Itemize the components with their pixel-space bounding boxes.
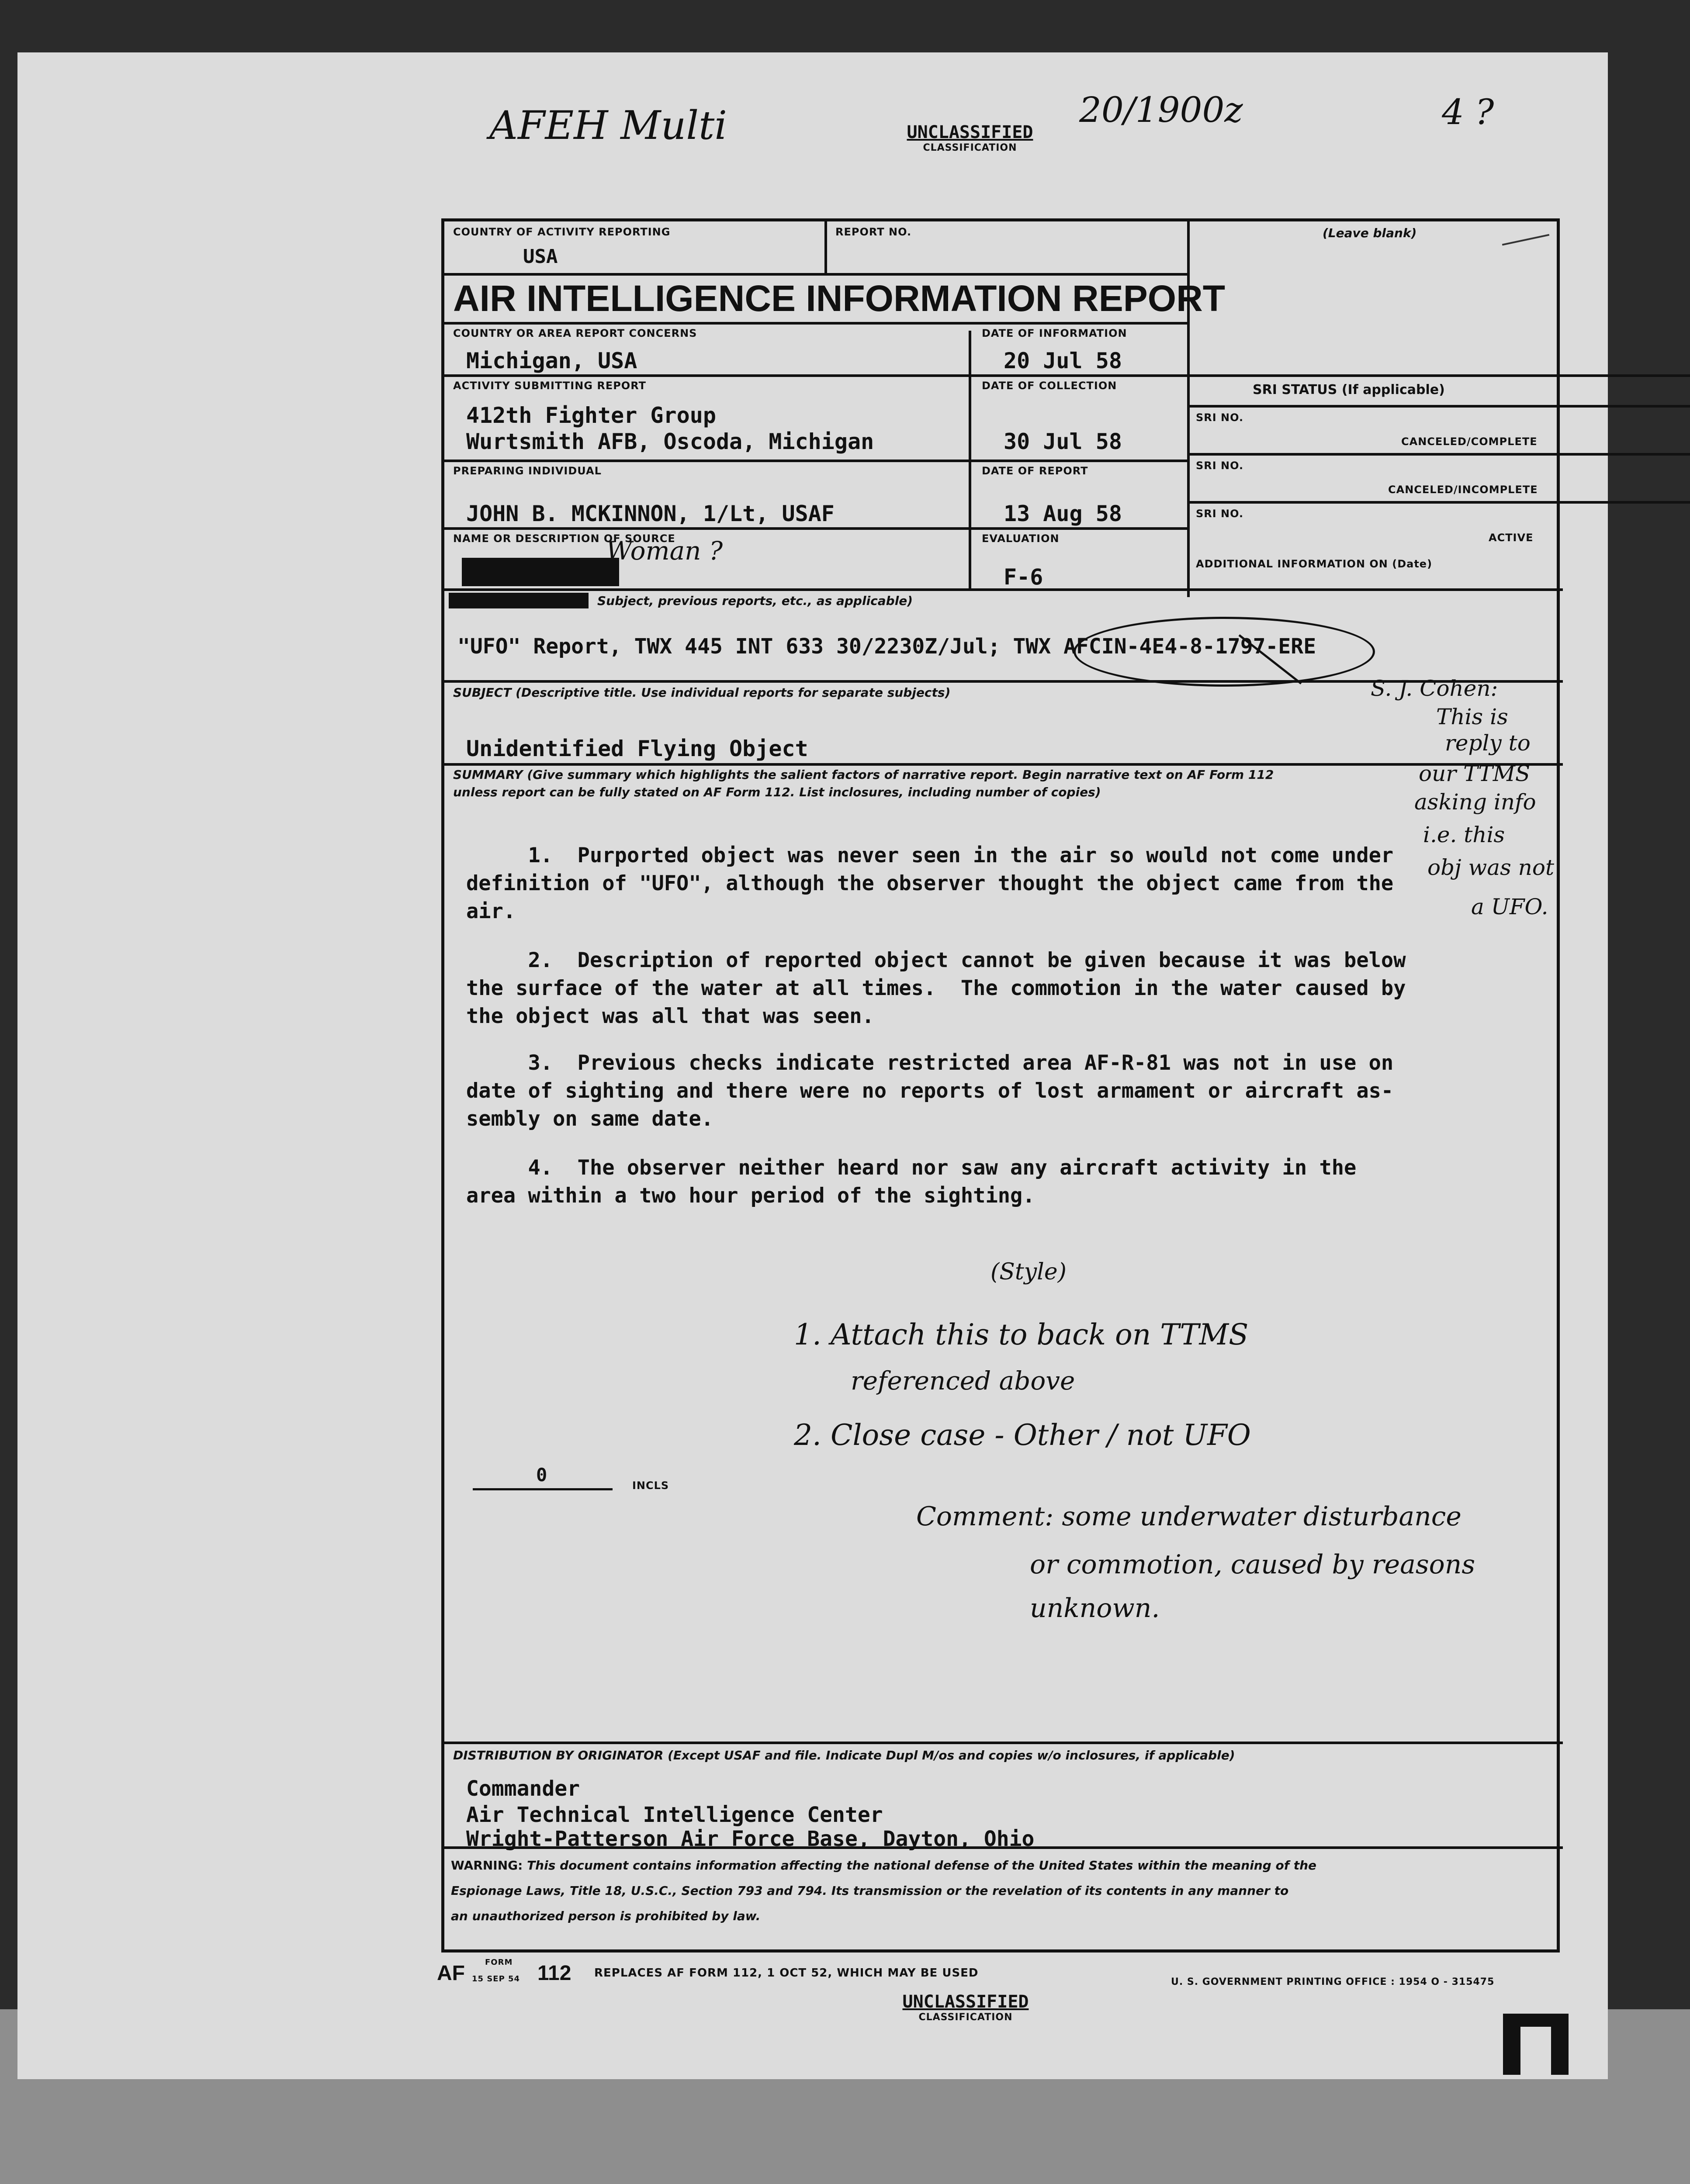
note-side-3: reply to	[1445, 730, 1531, 756]
paragraph-3: 3. Previous checks indicate restricted area AF-R-81 was not in use on date of sighting and there were no reports of lost armament or aircraft as- sembly on same date.	[466, 1051, 1394, 1131]
warning-text-3: an unauthorized person is prohibited by law.	[451, 1909, 761, 1923]
note-1b: referenced above	[851, 1366, 1075, 1396]
paragraph-4: 4. The observer neither heard nor saw any aircraft activity in the area within a two hour period of the sighting.	[466, 1156, 1357, 1208]
label-source: NAME OR DESCRIPTION OF SOURCE	[453, 532, 675, 545]
label-leave-blank: (Leave blank)	[1323, 226, 1417, 240]
clip-mark	[1503, 2014, 1569, 2075]
label-evaluation: EVALUATION	[982, 532, 1060, 545]
redaction-bar-references	[449, 593, 589, 608]
label-subject: SUBJECT (Descriptive title. Use individual reports for separate subjects)	[453, 685, 951, 700]
note-side-4: our TTMS	[1419, 761, 1531, 786]
document-page	[17, 52, 1608, 2079]
value-subject: Unidentified Flying Object	[466, 736, 808, 761]
handwritten-corner: 4 ?	[1442, 92, 1494, 132]
value-date-info: 20 Jul 58	[1004, 348, 1122, 373]
classification-label: CLASSIFICATION	[923, 142, 1017, 153]
value-preparing: JOHN B. MCKINNON, 1/Lt, USAF	[466, 501, 835, 526]
label-country-area: COUNTRY OR AREA REPORT CONCERNS	[453, 327, 697, 339]
handwritten-date-time: 20/1900z	[1079, 90, 1243, 130]
label-activity: ACTIVITY SUBMITTING REPORT	[453, 380, 646, 392]
distribution-line-1: Commander	[466, 1776, 580, 1801]
value-references: "UFO" Report, TWX 445 INT 633 30/2230Z/Jul; TWX AFCIN-4E4-8-1797-ERE	[457, 634, 1316, 659]
note-side-5: asking info	[1414, 789, 1536, 815]
value-date-collection: 30 Jul 58	[1004, 429, 1122, 454]
classification-bottom-value: UNCLASSIFIED	[902, 1992, 1029, 2012]
value-activity-1: 412th Fighter Group	[466, 403, 716, 428]
label-sri-no-2: SRI NO.	[1196, 460, 1244, 472]
value-evaluation: F-6	[1004, 564, 1043, 590]
form-title: AIR INTELLIGENCE INFORMATION REPORT	[453, 278, 1226, 319]
note-side-7: obj was not	[1427, 855, 1555, 880]
redaction-bar	[462, 558, 619, 586]
handwritten-source: Woman ?	[606, 536, 723, 566]
note-side-6: i.e. this	[1423, 822, 1505, 847]
label-date-report: DATE OF REPORT	[982, 465, 1088, 477]
footer-replaces: REPLACES AF FORM 112, 1 OCT 52, WHICH MAY BE USED	[594, 1966, 979, 1980]
handwritten-circle	[1074, 617, 1375, 687]
classification-bottom-label: CLASSIFICATION	[918, 2012, 1013, 2023]
value-date-report: 13 Aug 58	[1004, 501, 1122, 526]
note-1: 1. Attach this to back on TTMS	[794, 1318, 1249, 1351]
label-additional-info: ADDITIONAL INFORMATION ON (Date)	[1196, 558, 1433, 570]
label-active: ACTIVE	[1489, 532, 1534, 544]
footer-form: AF	[437, 1962, 465, 1985]
form-footer	[437, 1958, 979, 1985]
comment-2: or commotion, caused by reasons	[1030, 1549, 1475, 1580]
paragraph-1: 1. Purported object was never seen in the air so would not come under definition of "UFO", although the observer thought the object came from the air.	[466, 843, 1394, 923]
report-form	[441, 218, 1560, 1952]
label-preparing: PREPARING INDIVIDUAL	[453, 465, 602, 477]
paragraph-2: 2. Description of reported object cannot be given because it was below the surface of the water at all times. The commotion in the water caused by the object was all that was seen.	[466, 948, 1406, 1028]
label-summary-2: unless report can be fully stated on AF Form 112. List inclosures, including number of copies)	[453, 785, 1101, 799]
note-insert: (Style)	[990, 1259, 1067, 1285]
value-country-area: Michigan, USA	[466, 348, 637, 373]
warning-text-1: This document contains information affecting the national defense of the United States within the meaning of the	[527, 1858, 1317, 1873]
label-sri-no-1: SRI NO.	[1196, 411, 1244, 424]
comment-1: Comment: some underwater disturbance	[916, 1501, 1461, 1532]
warning-text-2: Espionage Laws, Title 18, U.S.C., Section 793 and 794. Its transmission or the revelation of its contents in any manner to	[451, 1883, 1289, 1898]
incls-line	[473, 1488, 613, 1490]
label-incls: INCLS	[632, 1479, 669, 1492]
label-summary-1: SUMMARY (Give summary which highlights the salient factors of narrative report. Begin narrative text on AF Form 112	[453, 767, 1274, 782]
note-side-8: a UFO.	[1471, 894, 1548, 919]
footer-date: 15 SEP 54	[472, 1974, 520, 1984]
footer-printing: U. S. GOVERNMENT PRINTING OFFICE : 1954 O - 315475	[1171, 1977, 1495, 1987]
value-country-activity: USA	[523, 245, 558, 268]
value-incls: 0	[536, 1464, 547, 1486]
label-canceled-complete: CANCELED/COMPLETE	[1401, 435, 1538, 448]
distribution-line-2: Air Technical Intelligence Center	[466, 1803, 883, 1827]
label-country-activity: COUNTRY OF ACTIVITY REPORTING	[453, 226, 671, 238]
label-distribution: DISTRIBUTION BY ORIGINATOR (Except USAF and file. Indicate Dupl M/os and copies w/o inclosures, if applicable)	[453, 1748, 1235, 1762]
label-canceled-incomplete: CANCELED/INCOMPLETE	[1388, 484, 1538, 496]
footer-form-small: FORM	[485, 1958, 513, 1967]
note-side-2: This is	[1436, 704, 1508, 729]
warning-label: WARNING:	[451, 1858, 523, 1873]
classification-top	[869, 122, 1070, 153]
note-side-1: S. J. Cohen:	[1371, 676, 1498, 701]
handwritten-file-code: AFEH Multi	[489, 103, 727, 149]
label-date-info: DATE OF INFORMATION	[982, 327, 1127, 339]
pencil-mark	[1502, 234, 1549, 246]
distribution-line-3: Wright-Patterson Air Force Base, Dayton, Ohio	[466, 1827, 1035, 1851]
note-2: 2. Close case - Other / not UFO	[794, 1418, 1251, 1452]
label-sri-status: SRI STATUS (If applicable)	[1253, 382, 1445, 397]
label-sri-no-3: SRI NO.	[1196, 508, 1244, 520]
label-references: Subject, previous reports, etc., as applicable)	[597, 594, 913, 608]
comment-3: unknown.	[1030, 1593, 1160, 1624]
label-date-collection: DATE OF COLLECTION	[982, 380, 1117, 392]
label-report-no: REPORT NO.	[835, 226, 912, 238]
footer-number: 112	[537, 1962, 571, 1985]
classification-value: UNCLASSIFIED	[907, 122, 1033, 142]
value-activity-2: Wurtsmith AFB, Oscoda, Michigan	[466, 429, 874, 454]
warning-block	[451, 1853, 1552, 1929]
classification-bottom	[865, 1992, 1066, 2023]
